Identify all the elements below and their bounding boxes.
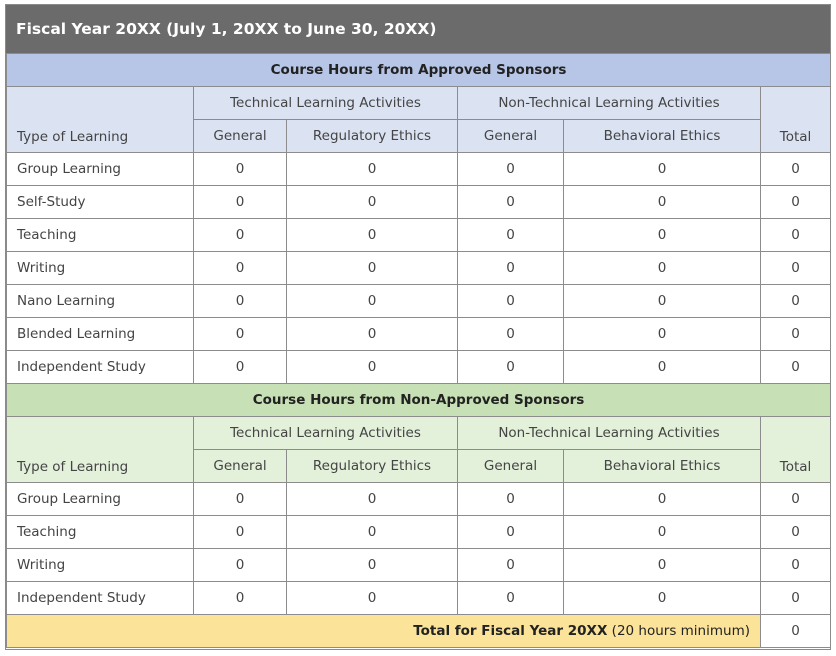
approved-header-row [7,87,831,120]
approved-col-regulatory-ethics: Regulatory Ethics [287,120,458,153]
nonapproved-technical-general-cell: 0 [194,483,287,516]
approved-regulatory-ethics-cell: 0 [287,219,458,252]
nonapproved-col-behavioral-ethics: Behavioral Ethics [564,450,761,483]
nonapproved-nontechnical-general-cell: 0 [458,516,564,549]
approved-nontechnical-general-cell: 0 [458,153,564,186]
approved-behavioral-ethics-cell: 0 [564,219,761,252]
nonapproved-table-row [7,582,831,615]
approved-row-total-cell: 0 [761,219,831,252]
approved-regulatory-ethics-cell: 0 [287,186,458,219]
approved-nontechnical-general-cell: 0 [458,318,564,351]
fiscal-year-total-label [7,615,761,648]
nonapproved-type-label: Teaching [7,516,194,549]
approved-type-label: Group Learning [7,153,194,186]
approved-table-row [7,351,831,384]
nonapproved-type-label: Group Learning [7,483,194,516]
approved-row-total-cell: 0 [761,186,831,219]
nonapproved-regulatory-ethics-cell: 0 [287,483,458,516]
approved-nontechnical-general-cell: 0 [458,351,564,384]
nonapproved-type-label: Independent Study [7,582,194,615]
approved-col-total: Total [761,87,831,153]
approved-regulatory-ethics-cell: 0 [287,351,458,384]
nonapproved-header-row [7,417,831,450]
approved-type-label: Independent Study [7,351,194,384]
approved-row-total-cell: 0 [761,153,831,186]
approved-group-technical: Technical Learning Activities [194,87,458,120]
approved-table-row [7,318,831,351]
approved-table-row [7,285,831,318]
nonapproved-regulatory-ethics-cell: 0 [287,582,458,615]
nonapproved-technical-general-cell: 0 [194,516,287,549]
approved-nontechnical-general-cell: 0 [458,252,564,285]
nonapproved-row-total-cell: 0 [761,582,831,615]
approved-technical-general-cell: 0 [194,252,287,285]
approved-technical-general-cell: 0 [194,219,287,252]
nonapproved-technical-general-cell: 0 [194,549,287,582]
hours-table [6,53,831,648]
approved-row-total-cell: 0 [761,351,831,384]
approved-nontechnical-general-cell: 0 [458,219,564,252]
approved-section-row [7,54,831,87]
approved-section-title: Course Hours from Approved Sponsors [7,54,831,87]
nonapproved-table-row [7,483,831,516]
nonapproved-col-nontechnical-general: General [458,450,564,483]
nonapproved-behavioral-ethics-cell: 0 [564,516,761,549]
approved-type-label: Nano Learning [7,285,194,318]
approved-regulatory-ethics-cell: 0 [287,318,458,351]
approved-technical-general-cell: 0 [194,351,287,384]
approved-col-technical-general: General [194,120,287,153]
nonapproved-table-row [7,549,831,582]
approved-row-total-cell: 0 [761,252,831,285]
nonapproved-behavioral-ethics-cell: 0 [564,483,761,516]
approved-technical-general-cell: 0 [194,318,287,351]
approved-col-nontechnical-general: General [458,120,564,153]
approved-col-type-of-learning: Type of Learning [7,87,194,153]
nonapproved-nontechnical-general-cell: 0 [458,549,564,582]
nonapproved-row-total-cell: 0 [761,549,831,582]
approved-behavioral-ethics-cell: 0 [564,153,761,186]
nonapproved-col-total: Total [761,417,831,483]
approved-behavioral-ethics-cell: 0 [564,252,761,285]
approved-type-label: Blended Learning [7,318,194,351]
nonapproved-technical-general-cell: 0 [194,582,287,615]
nonapproved-group-nontechnical: Non-Technical Learning Activities [458,417,761,450]
approved-regulatory-ethics-cell: 0 [287,285,458,318]
total-label-note: (20 hours minimum) [611,623,750,639]
approved-nontechnical-general-cell: 0 [458,285,564,318]
approved-behavioral-ethics-cell: 0 [564,318,761,351]
approved-row-total-cell: 0 [761,285,831,318]
approved-type-label: Self-Study [7,186,194,219]
approved-regulatory-ethics-cell: 0 [287,252,458,285]
nonapproved-row-total-cell: 0 [761,483,831,516]
approved-regulatory-ethics-cell: 0 [287,153,458,186]
approved-type-label: Teaching [7,219,194,252]
approved-behavioral-ethics-cell: 0 [564,351,761,384]
approved-technical-general-cell: 0 [194,186,287,219]
approved-technical-general-cell: 0 [194,153,287,186]
nonapproved-group-technical: Technical Learning Activities [194,417,458,450]
approved-table-row [7,153,831,186]
approved-behavioral-ethics-cell: 0 [564,285,761,318]
approved-nontechnical-general-cell: 0 [458,186,564,219]
nonapproved-regulatory-ethics-cell: 0 [287,549,458,582]
nonapproved-type-label: Writing [7,549,194,582]
nonapproved-section-row [7,384,831,417]
approved-col-behavioral-ethics: Behavioral Ethics [564,120,761,153]
approved-table-row [7,219,831,252]
nonapproved-nontechnical-general-cell: 0 [458,582,564,615]
approved-table-row [7,252,831,285]
nonapproved-regulatory-ethics-cell: 0 [287,516,458,549]
approved-technical-general-cell: 0 [194,285,287,318]
nonapproved-col-technical-general: General [194,450,287,483]
approved-type-label: Writing [7,252,194,285]
fiscal-year-total-value: 0 [761,615,831,648]
nonapproved-nontechnical-general-cell: 0 [458,483,564,516]
nonapproved-behavioral-ethics-cell: 0 [564,582,761,615]
nonapproved-row-total-cell: 0 [761,516,831,549]
fiscal-year-hours-table [5,4,831,650]
nonapproved-col-regulatory-ethics: Regulatory Ethics [287,450,458,483]
nonapproved-col-type-of-learning: Type of Learning [7,417,194,483]
page-title: Fiscal Year 20XX (July 1, 20XX to June 30, 20XX) [6,5,830,53]
nonapproved-table-row [7,516,831,549]
approved-row-total-cell: 0 [761,318,831,351]
nonapproved-section-title: Course Hours from Non-Approved Sponsors [7,384,831,417]
total-label-bold: Total for Fiscal Year 20XX [413,623,608,639]
approved-table-row [7,186,831,219]
approved-behavioral-ethics-cell: 0 [564,186,761,219]
fiscal-year-total-row [7,615,831,648]
nonapproved-behavioral-ethics-cell: 0 [564,549,761,582]
approved-group-nontechnical: Non-Technical Learning Activities [458,87,761,120]
